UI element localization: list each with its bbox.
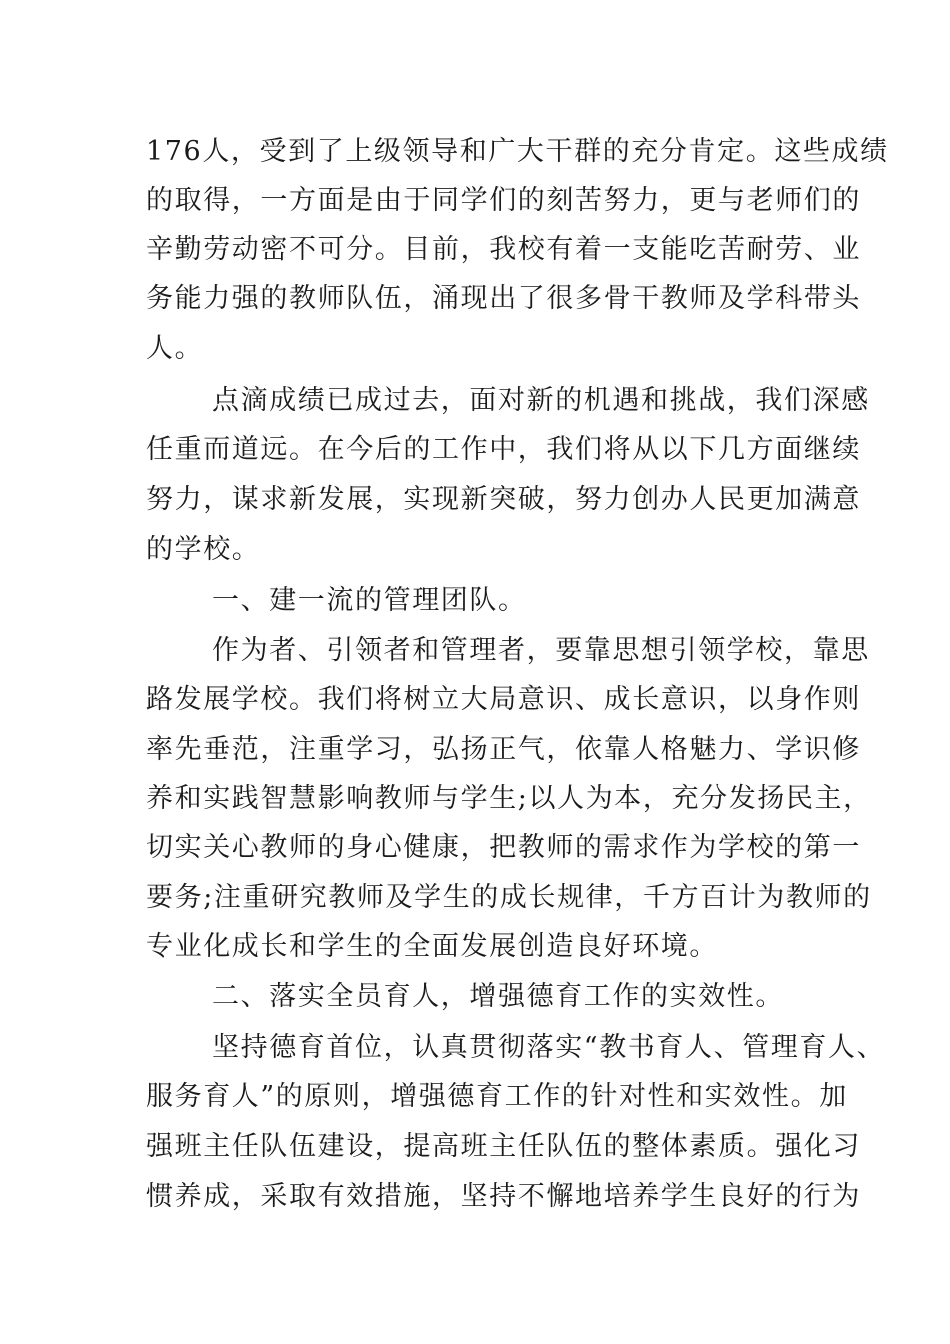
section-heading-2: 二、落实全员育人，增强德育工作的实效性。 — [212, 981, 784, 1012]
text-line: 惯养成，采取有效措施，坚持不懈地培养学生良好的行为 — [146, 1181, 861, 1212]
text-line: 养和实践智慧影响教师与学生;以人为本，充分发扬民主， — [146, 783, 872, 814]
text-line: 任重而道远。在今后的工作中，我们将从以下几方面继续 — [146, 434, 861, 465]
paragraph-first-line: 作为者、引领者和管理者，要靠思想引领学校，靠思 — [212, 635, 870, 666]
text-line: 路发展学校。我们将树立大局意识、成长意识，以身作则 — [146, 684, 861, 715]
text-line: 努力，谋求新发展，实现新突破，努力创办人民更加满意 — [146, 484, 861, 515]
text-line: 务能力强的教师队伍，涌现出了很多骨干教师及学科带头 — [146, 283, 861, 314]
text-line: 服务育人”的原则，增强德育工作的针对性和实效性。加 — [146, 1081, 848, 1112]
text-line: 切实关心教师的身心健康，把教师的需求作为学校的第一 — [146, 832, 861, 863]
text-line: 的取得，一方面是由于同学们的刻苦努力，更与老师们的 — [146, 185, 861, 216]
text-line: 专业化成长和学生的全面发展创造良好环境。 — [146, 931, 718, 962]
text-line: 率先垂范，注重学习，弘扬正气，依靠人格魅力、学识修 — [146, 734, 861, 765]
paragraph-first-line: 点滴成绩已成过去，面对新的机遇和挑战，我们深感 — [212, 385, 870, 416]
text-line: 强班主任队伍建设，提高班主任队伍的整体素质。强化习 — [146, 1131, 861, 1162]
text-line: 的学校。 — [146, 534, 261, 565]
paragraph-first-line: 坚持德育首位，认真贯彻落实“教书育人、管理育人、 — [212, 1032, 886, 1063]
text-line: 人。 — [146, 333, 204, 364]
section-heading-1: 一、建一流的管理团队。 — [212, 585, 527, 616]
text-line: 要务;注重研究教师及学生的成长规律，千方百计为教师的 — [146, 882, 872, 913]
text-line: 176人，受到了上级领导和广大干群的充分肯定。这些成绩 — [146, 136, 889, 167]
text-line: 辛勤劳动密不可分。目前，我校有着一支能吃苦耐劳、业 — [146, 234, 861, 265]
